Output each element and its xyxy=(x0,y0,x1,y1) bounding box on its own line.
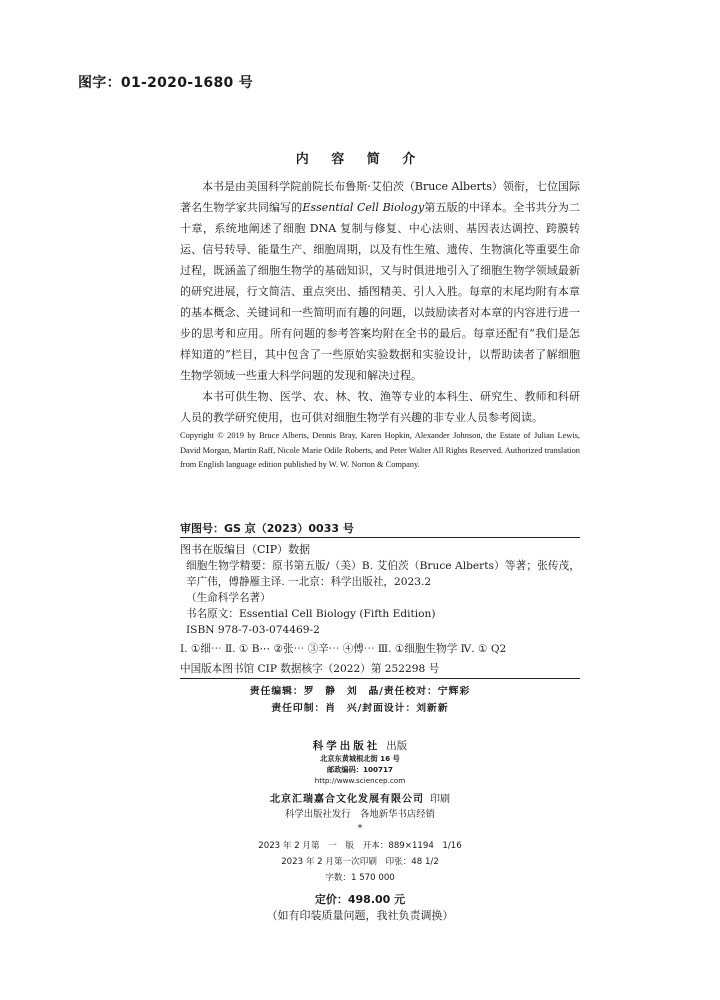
publisher-suffix: 出版 xyxy=(386,740,408,752)
divider xyxy=(180,537,580,538)
editors-line-2: 责任印制：肖 兴/封面设计：刘新新 xyxy=(271,703,449,714)
publisher-url: http://www.sciencep.com xyxy=(314,776,406,785)
editors-line-1: 责任编辑：罗 静 刘 晶/责任校对：宁辉彩 xyxy=(249,686,471,697)
divider xyxy=(180,678,580,679)
edition-line-1: 2023 年 2 月第 一 版 开本：889×1194 1/16 xyxy=(258,841,462,851)
separator-star: * xyxy=(357,824,363,834)
cip-series: （生命科学名著） xyxy=(186,592,271,604)
printer-name: 北京汇瑞嘉合文化发展有限公司 xyxy=(270,794,424,805)
publisher-name: 科学出版社 xyxy=(312,740,381,752)
intro-title: 内 容 简 介 xyxy=(295,152,425,167)
publisher-address: 北京东黄城根北街 16 号 xyxy=(320,754,400,763)
publisher-line xyxy=(0,738,720,753)
cip-record xyxy=(180,558,580,638)
intro-body xyxy=(180,176,580,428)
edition-info xyxy=(0,838,720,886)
price: 定价：498.00 元 xyxy=(314,893,406,906)
cip-classification: Ⅰ. ①细⋯ Ⅱ. ① B⋯ ②张⋯ ③辛⋯ ④傅⋯ Ⅲ. ①细胞生物学 Ⅳ. ① Q2 xyxy=(180,643,507,655)
cip-check-number: 中国版本图书馆 CIP 数据核字（2022）第 252298 号 xyxy=(180,663,440,675)
printer-suffix: 印刷 xyxy=(430,794,450,805)
distribution: 科学出版社发行 各地新华书店经销 xyxy=(284,809,435,820)
registration-number: 图字：01-2020-1680 号 xyxy=(78,75,254,91)
cip-isbn: ISBN 978-7-03-074469-2 xyxy=(186,624,320,636)
intro-p1-start: 本书是由美国科学院前院长布鲁斯·艾伯茨（Bruce Alberts）领衔，七位国际著名生物学家共同编写的 xyxy=(180,180,580,214)
edition-line-2: 2023 年 2 月第一次印刷 印张：48 1/2 xyxy=(281,857,439,867)
copyright-notice: Copyright © 2019 by Bruce Alberts, Dennis Bray, Karen Hopkin, Alexander Johnson, the Estate of Julian Lewis, David Morgan, Martin Raff, Nicole Marie Odile Roberts, and Peter Walter All Rights Reserved. Authorized translation from English language edition published by W. W. Norton & Company. xyxy=(180,431,580,470)
intro-p1-end: 第五版的中译本。全书共分为二十章，系统地阐述了细胞 DNA 复制与修复、中心法则、基因表达调控、跨膜转运、信号转导、能量生产、细胞周期，以及有性生殖、遗传、生物演化等重要生命过程，既涵盖了细胞生物学的基础知识，又与时俱进地引入了细胞生物学领域最新的研究进展，行文简洁、重点突出、插图精美、引人入胜。每章的末尾均附有本章的基本概念、关键词和一些简明而有趣的问题，以鼓励读者对本章的内容进行进一步的思考和应用。所有问题的参考答案均附在全书的最后。每章还配有“我们是怎样知道的”栏目，其中包含了一些原始实验数据和实验设计，以帮助读者了解细胞生物学领域一些重大科学问题的发现和解决过程。 xyxy=(180,201,580,382)
cip-main-entry: 细胞生物学精要：原书第五版/（美）B. 艾伯茨（Bruce Alberts）等著；张传茂，辛广伟，傅静雁主译. 一北京：科学出版社，2023.2 xyxy=(186,560,580,588)
map-review-number: 审图号：GS 京（2023）0033 号 xyxy=(180,522,354,535)
editors-block xyxy=(0,683,720,717)
quality-note: （如有印装质量问题，我社负责调换） xyxy=(266,909,454,922)
cip-title: 图书在版编目（CIP）数据 xyxy=(180,543,311,556)
book-title-italic: Essential Cell Biology xyxy=(302,201,425,214)
cip-original-title: 书名原文：Essential Cell Biology (Fifth Edition) xyxy=(186,608,436,620)
edition-line-3: 字数：1 570 000 xyxy=(325,873,395,883)
printer-line xyxy=(0,790,720,805)
publisher-block xyxy=(0,738,720,835)
intro-paragraph-2: 本书可供生物、医学、农、林、牧、渔等专业的本科生、研究生、教师和科研人员的教学研究使用，也可供对细胞生物学有兴趣的非专业人员参考阅读。 xyxy=(180,390,580,424)
publisher-postcode: 邮政编码：100717 xyxy=(327,765,393,774)
intro-paragraph-1 xyxy=(180,176,580,386)
